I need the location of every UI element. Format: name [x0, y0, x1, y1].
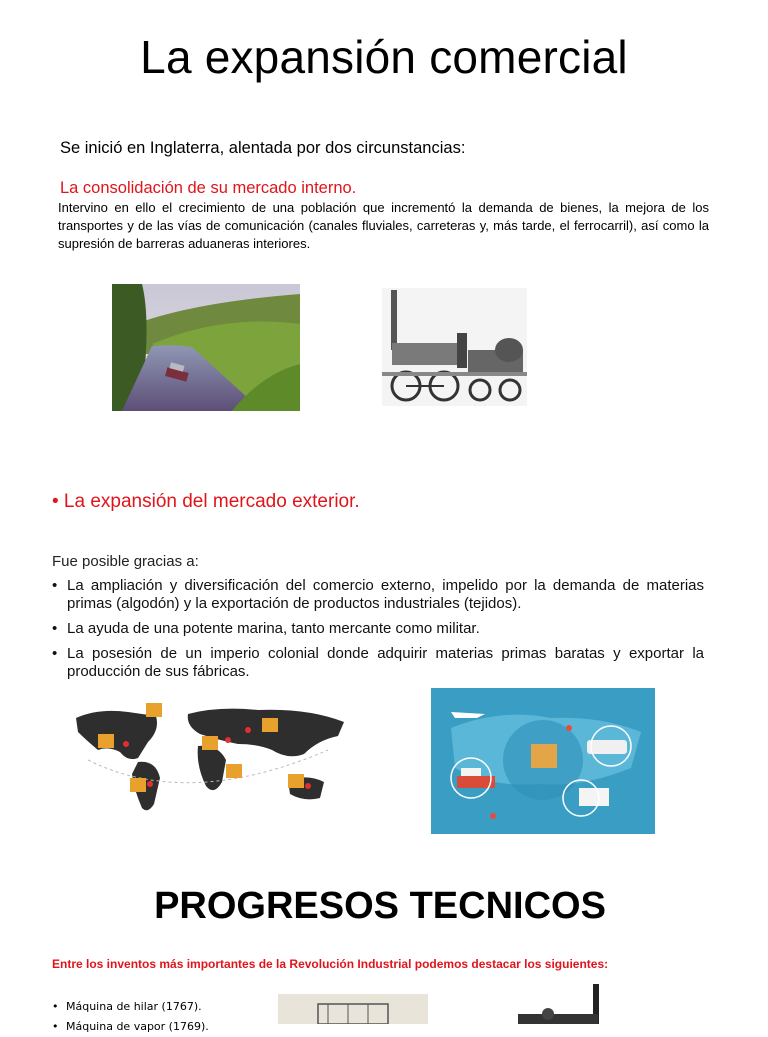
list-item-text: Máquina de vapor (1769). — [66, 1020, 209, 1033]
page-title: La expansión comercial — [140, 31, 628, 83]
list-item — [52, 620, 704, 638]
section1-heading: La consolidación de su mercado interno. — [60, 179, 357, 197]
steam-engine-image — [508, 984, 618, 1024]
section1-paragraph: Intervino en ello el crecimiento de una población que incrementó la demanda de bienes, la mejora de los transportes y de las vías de comunicación (canales fluviales, carreteras y, más tarde, el ferrocarril), así como la supresión de barreras aduaneras interiores. — [58, 200, 709, 251]
list-item — [52, 645, 704, 681]
list-item-text: La ampliación y diversificación del comercio externo, impelido por la demanda de materias primas (algodón) y la exportación de productos industriales (tejidos). — [67, 577, 704, 612]
world-trade-map-image — [68, 700, 352, 820]
list-item-text: La ayuda de una potente marina, tanto mercante como militar. — [67, 620, 480, 637]
list-item-text: Máquina de hilar (1767). — [66, 1000, 202, 1013]
locomotive-image — [382, 288, 527, 406]
bullet-icon: • — [52, 577, 58, 594]
section3-lead: Entre los inventos más importantes de la Revolución Industrial podemos destacar los siguientes: — [52, 957, 609, 971]
list-item — [52, 577, 704, 613]
list-item — [52, 997, 209, 1017]
intro-text: Se inició en Inglaterra, alentada por dos circunstancias: — [60, 139, 466, 157]
list-item — [52, 1017, 209, 1037]
bullet-icon: • — [52, 645, 58, 662]
inventions-list — [52, 997, 209, 1037]
spinning-machine-image — [278, 994, 428, 1024]
section2-lead: Fue posible gracias a: — [52, 553, 199, 570]
global-logistics-image — [431, 688, 655, 834]
section3-heading: PROGRESOS TECNICOS — [154, 885, 606, 927]
bullet-icon: • — [52, 620, 58, 637]
list-item-text: La posesión de un imperio colonial donde adquirir materias primas baratas y exportar la producción de sus fábricas. — [67, 645, 704, 680]
bullet-icon: • — [52, 1000, 59, 1013]
section2-heading: • La expansión del mercado exterior. — [52, 491, 360, 512]
canal-image — [112, 284, 300, 411]
section2-bullet-list — [52, 577, 704, 688]
bullet-icon: • — [52, 1020, 59, 1033]
